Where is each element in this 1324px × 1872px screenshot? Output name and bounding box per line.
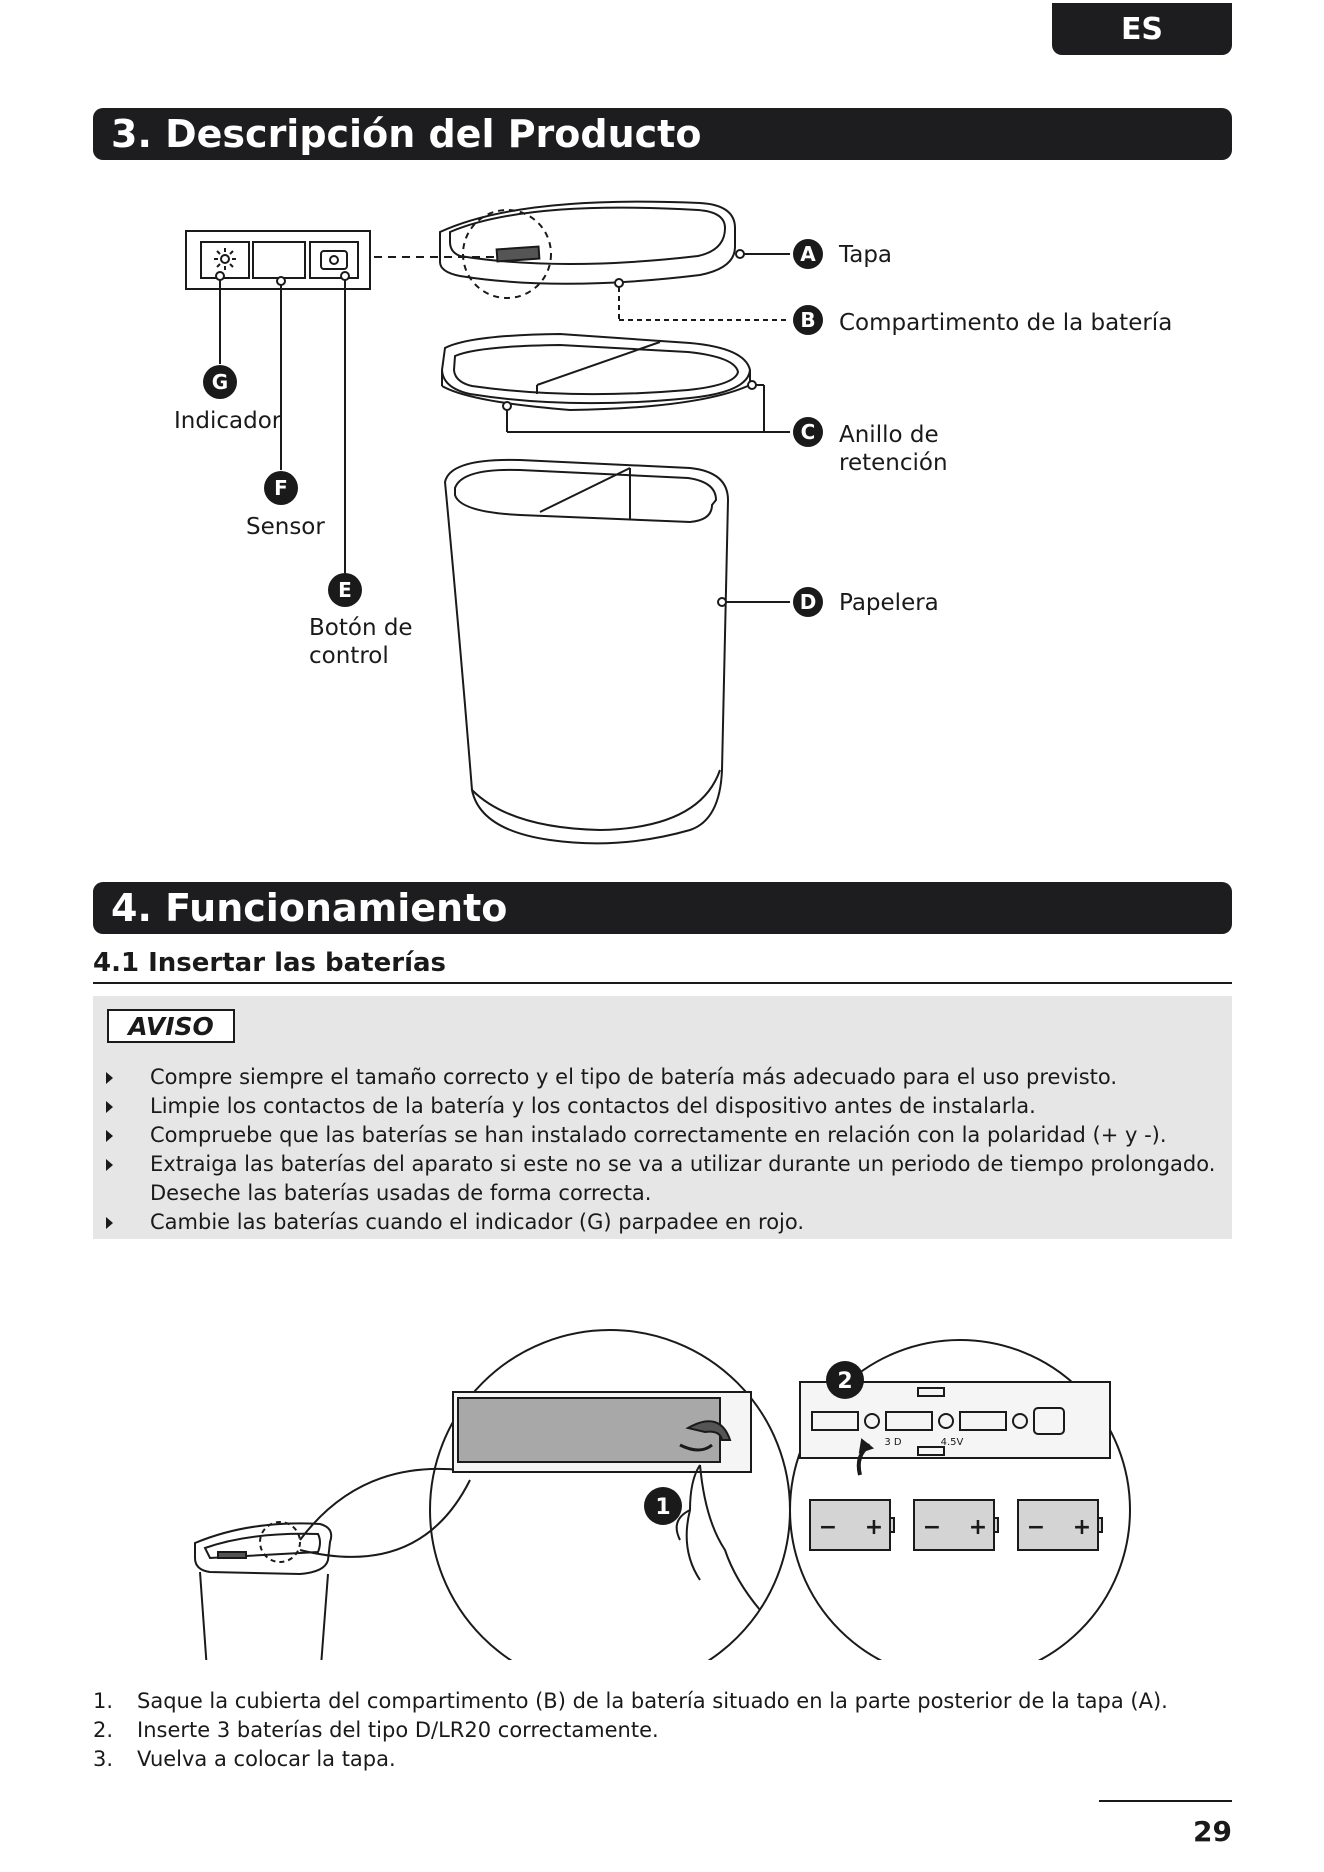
label-indicador: Indicador (174, 408, 282, 434)
compartment-voltage-label: 4.5V (940, 1437, 964, 1448)
instruction-step (93, 1687, 1168, 1716)
badge-c-letter: C (800, 420, 816, 444)
page-number: 29 (1193, 1815, 1232, 1848)
battery-1-minus: − (818, 1515, 838, 1540)
badge-a-letter: A (800, 242, 816, 266)
notice-box (93, 996, 1232, 1239)
section-3-title: 3. Descripción del Producto (111, 112, 702, 156)
label-battery-compartment: Compartimento de la batería (839, 310, 1173, 336)
step-number: 3. (93, 1747, 114, 1771)
instruction-steps (93, 1687, 1168, 1774)
notice-item: Compruebe que las baterías se han instalado correctamente en relación con la polaridad (+ y -). (93, 1121, 1232, 1150)
badge-e-letter: E (338, 578, 352, 602)
section-4-heading (93, 882, 1232, 934)
label-control-button-line2: control (309, 643, 389, 669)
step-1-number: 1 (655, 1495, 671, 1520)
step-2-number: 2 (837, 1369, 853, 1394)
compartment-size-label: 3 D (884, 1437, 902, 1448)
section-4-title: 4. Funcionamiento (111, 886, 508, 930)
battery-2-minus: − (922, 1515, 942, 1540)
step-number: 2. (93, 1718, 114, 1742)
label-control-button-line1: Botón de (309, 615, 413, 641)
label-tapa: Tapa (839, 242, 893, 268)
badge-f-letter: F (274, 476, 288, 500)
language-code: ES (1120, 11, 1164, 47)
step-text: Inserte 3 baterías del tipo D/LR20 correctamente. (137, 1718, 659, 1742)
footer-rule (1099, 1800, 1232, 1802)
label-retention-ring-line1: Anillo de (839, 422, 939, 448)
label-papelera: Papelera (839, 590, 939, 616)
step-number: 1. (93, 1689, 114, 1713)
badge-d-letter: D (799, 590, 817, 614)
subsection-heading: 4.1 Insertar las baterías (93, 948, 1232, 984)
notice-item: Cambie las baterías cuando el indicador (G) parpadee en rojo. (93, 1208, 1232, 1237)
battery-2-plus: + (968, 1515, 988, 1540)
step-text: Vuelva a colocar la tapa. (137, 1747, 396, 1771)
label-sensor: Sensor (246, 514, 325, 540)
notice-item: Limpie los contactos de la batería y los contactos del dispositivo antes de instalarla. (93, 1092, 1232, 1121)
label-retention-ring-line2: retención (839, 450, 948, 476)
notice-title: AVISO (107, 1009, 235, 1043)
notice-item: Extraiga las baterías del aparato si este no se va a utilizar durante un periodo de tiempo prolongado. Deseche las baterías usadas de forma correcta. (93, 1150, 1232, 1208)
lid-shape (440, 202, 735, 284)
notice-item: Compre siempre el tamaño correcto y el tipo de batería más adecuado para el uso previsto. (93, 1063, 1232, 1092)
badge-b-letter: B (800, 308, 816, 332)
battery-3-minus: − (1026, 1515, 1046, 1540)
notice-list (93, 1063, 1232, 1237)
battery-illustration (0, 1280, 1324, 1660)
zoom-circle-1 (430, 1330, 790, 1660)
instruction-step (93, 1716, 1168, 1745)
battery-1-plus: + (864, 1515, 884, 1540)
badge-g-letter: G (211, 370, 229, 394)
step-text: Saque la cubierta del compartimento (B) de la batería situado en la parte posterior de la tapa (A). (137, 1689, 1168, 1713)
battery-3-plus: + (1072, 1515, 1092, 1540)
instruction-step (93, 1745, 1168, 1774)
